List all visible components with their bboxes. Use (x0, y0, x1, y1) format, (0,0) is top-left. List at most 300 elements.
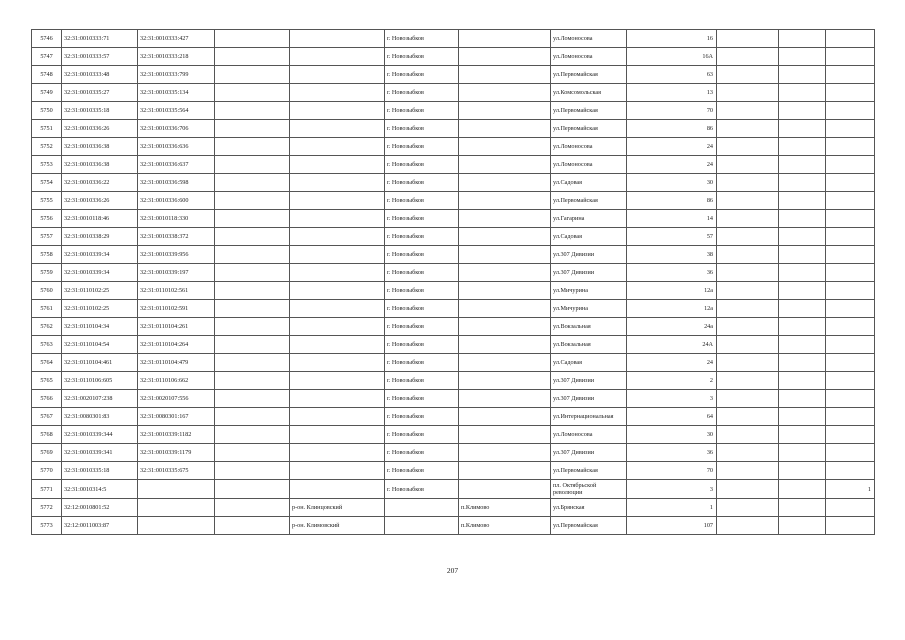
parcel-cadastral-number: 32:31:0010118:46 (62, 210, 138, 228)
row-number: 5747 (32, 48, 62, 66)
apartment-cell (826, 84, 875, 102)
empty-cell (215, 210, 290, 228)
street-cell: ул.Первомайская (551, 66, 627, 84)
house-number-cell: 1 (627, 499, 717, 517)
parcel-cadastral-number: 32:31:0010335:27 (62, 84, 138, 102)
parcel-cadastral-number: 32:31:0010336:38 (62, 138, 138, 156)
apartment-cell (826, 264, 875, 282)
table-body (32, 30, 875, 535)
street-cell: ул.Садовая (551, 354, 627, 372)
house-number-cell: 12а (627, 300, 717, 318)
street-cell: ул.Садовая (551, 174, 627, 192)
empty-cell (779, 517, 826, 535)
table-row (32, 426, 875, 444)
row-number: 5757 (32, 228, 62, 246)
empty-cell (779, 228, 826, 246)
table-row (32, 390, 875, 408)
parcel-cadastral-number: 32:31:0110104:54 (62, 336, 138, 354)
empty-cell (215, 354, 290, 372)
empty-cell (779, 156, 826, 174)
parcel-cadastral-number: 32:31:0110106:605 (62, 372, 138, 390)
empty-cell (215, 408, 290, 426)
empty-cell (717, 102, 779, 120)
table-row (32, 156, 875, 174)
street-cell: ул.Вокзальная (551, 318, 627, 336)
street-cell: ул.Садовая (551, 228, 627, 246)
building-cadastral-number: 32:31:0010336:706 (138, 120, 215, 138)
house-number-cell: 12а (627, 282, 717, 300)
page-number: 207 (446, 566, 459, 575)
house-number-cell: 36 (627, 444, 717, 462)
table-row (32, 480, 875, 499)
table-row (32, 462, 875, 480)
parcel-cadastral-number: 32:31:0020107:238 (62, 390, 138, 408)
city-cell: г. Новозыбков (385, 66, 459, 84)
building-cadastral-number: 32:31:0010339:1179 (138, 444, 215, 462)
empty-cell (779, 192, 826, 210)
parcel-cadastral-number: 32:31:0110104:461 (62, 354, 138, 372)
row-number: 5760 (32, 282, 62, 300)
parcel-cadastral-number: 32:31:0110102:25 (62, 300, 138, 318)
house-number-cell: 57 (627, 228, 717, 246)
empty-cell (717, 499, 779, 517)
settlement-cell (459, 480, 551, 499)
settlement-cell (459, 462, 551, 480)
empty-cell (779, 84, 826, 102)
empty-cell (215, 84, 290, 102)
street-cell: ул.Мичурина (551, 300, 627, 318)
building-cadastral-number: 32:31:0110102:561 (138, 282, 215, 300)
building-cadastral-number: 32:31:0020107:556 (138, 390, 215, 408)
street-cell: ул.Ломоносова (551, 30, 627, 48)
empty-cell (717, 210, 779, 228)
empty-cell (215, 462, 290, 480)
empty-cell (215, 120, 290, 138)
empty-cell (717, 66, 779, 84)
city-cell: г. Новозыбков (385, 246, 459, 264)
building-cadastral-number: 32:31:0010335:675 (138, 462, 215, 480)
table-row (32, 228, 875, 246)
empty-cell (717, 174, 779, 192)
apartment-cell (826, 300, 875, 318)
empty-cell (717, 138, 779, 156)
table-row (32, 444, 875, 462)
district-cell (290, 462, 385, 480)
empty-cell (215, 48, 290, 66)
district-cell (290, 372, 385, 390)
building-cadastral-number: 32:31:0010335:134 (138, 84, 215, 102)
parcel-cadastral-number: 32:31:0010339:341 (62, 444, 138, 462)
row-number: 5772 (32, 499, 62, 517)
parcel-cadastral-number: 32:31:0010314:5 (62, 480, 138, 499)
settlement-cell (459, 48, 551, 66)
empty-cell (779, 120, 826, 138)
settlement-cell (459, 444, 551, 462)
house-number-cell: 30 (627, 174, 717, 192)
building-cadastral-number: 32:31:0010335:564 (138, 102, 215, 120)
table-row (32, 246, 875, 264)
house-number-cell: 38 (627, 246, 717, 264)
empty-cell (717, 408, 779, 426)
city-cell: г. Новозыбков (385, 336, 459, 354)
empty-cell (215, 517, 290, 535)
apartment-cell (826, 156, 875, 174)
empty-cell (215, 390, 290, 408)
district-cell (290, 264, 385, 282)
city-cell: г. Новозыбков (385, 462, 459, 480)
street-cell: ул.Первомайская (551, 517, 627, 535)
parcel-cadastral-number: 32:31:0110102:25 (62, 282, 138, 300)
house-number-cell: 24 (627, 138, 717, 156)
building-cadastral-number: 32:31:0110104:264 (138, 336, 215, 354)
house-number-cell: 36 (627, 264, 717, 282)
empty-cell (215, 30, 290, 48)
city-cell: г. Новозыбков (385, 120, 459, 138)
settlement-cell (459, 102, 551, 120)
apartment-cell (826, 354, 875, 372)
empty-cell (717, 336, 779, 354)
row-number: 5773 (32, 517, 62, 535)
settlement-cell (459, 138, 551, 156)
parcel-cadastral-number: 32:31:0010333:71 (62, 30, 138, 48)
house-number-cell: 63 (627, 66, 717, 84)
empty-cell (779, 102, 826, 120)
empty-cell (717, 426, 779, 444)
district-cell (290, 282, 385, 300)
empty-cell (779, 30, 826, 48)
district-cell (290, 30, 385, 48)
building-cadastral-number: 32:31:0010339:1182 (138, 426, 215, 444)
settlement-cell (459, 426, 551, 444)
settlement-cell (459, 282, 551, 300)
city-cell: г. Новозыбков (385, 300, 459, 318)
row-number: 5750 (32, 102, 62, 120)
street-cell: ул.Интернациональная (551, 408, 627, 426)
district-cell (290, 192, 385, 210)
empty-cell (717, 228, 779, 246)
building-cadastral-number (138, 517, 215, 535)
building-cadastral-number (138, 480, 215, 499)
empty-cell (779, 480, 826, 499)
house-number-cell: 24а (627, 318, 717, 336)
empty-cell (717, 517, 779, 535)
parcel-cadastral-number: 32:12:0011003:87 (62, 517, 138, 535)
table-row (32, 354, 875, 372)
apartment-cell (826, 210, 875, 228)
empty-cell (717, 156, 779, 174)
row-number: 5749 (32, 84, 62, 102)
empty-cell (215, 66, 290, 84)
street-cell: ул.Ломоносова (551, 426, 627, 444)
street-cell: ул.Первомайская (551, 120, 627, 138)
apartment-cell (826, 228, 875, 246)
city-cell: г. Новозыбков (385, 30, 459, 48)
parcel-cadastral-number: 32:31:0010336:26 (62, 120, 138, 138)
building-cadastral-number: 32:31:0010333:218 (138, 48, 215, 66)
apartment-cell (826, 66, 875, 84)
street-cell: ул.307 Дивизии (551, 264, 627, 282)
house-number-cell: 70 (627, 102, 717, 120)
empty-cell (779, 390, 826, 408)
row-number: 5754 (32, 174, 62, 192)
district-cell (290, 354, 385, 372)
apartment-cell (826, 138, 875, 156)
apartment-cell (826, 499, 875, 517)
empty-cell (779, 408, 826, 426)
settlement-cell (459, 84, 551, 102)
parcel-cadastral-number: 32:31:0080301:83 (62, 408, 138, 426)
district-cell: р-он. Клинцовский (290, 499, 385, 517)
apartment-cell (826, 372, 875, 390)
row-number: 5769 (32, 444, 62, 462)
city-cell: г. Новозыбков (385, 264, 459, 282)
building-cadastral-number: 32:31:0010336:600 (138, 192, 215, 210)
empty-cell (215, 246, 290, 264)
street-cell: ул.307 Дивизии (551, 246, 627, 264)
apartment-cell (826, 336, 875, 354)
row-number: 5770 (32, 462, 62, 480)
settlement-cell (459, 228, 551, 246)
parcel-cadastral-number: 32:31:0010339:34 (62, 264, 138, 282)
street-cell: ул.Ломоносова (551, 156, 627, 174)
street-cell: ул.Комсомольская (551, 84, 627, 102)
settlement-cell (459, 156, 551, 174)
settlement-cell (459, 390, 551, 408)
city-cell: г. Новозыбков (385, 210, 459, 228)
table-row (32, 210, 875, 228)
city-cell: г. Новозыбков (385, 444, 459, 462)
settlement-cell (459, 120, 551, 138)
empty-cell (779, 264, 826, 282)
empty-cell (779, 138, 826, 156)
apartment-cell (826, 408, 875, 426)
settlement-cell (459, 210, 551, 228)
row-number: 5767 (32, 408, 62, 426)
building-cadastral-number: 32:31:0080301:167 (138, 408, 215, 426)
row-number: 5746 (32, 30, 62, 48)
house-number-cell: 24 (627, 354, 717, 372)
parcel-cadastral-number: 32:31:0010336:26 (62, 192, 138, 210)
row-number: 5758 (32, 246, 62, 264)
apartment-cell (826, 282, 875, 300)
empty-cell (717, 30, 779, 48)
row-number: 5771 (32, 480, 62, 499)
building-cadastral-number: 32:31:0010336:636 (138, 138, 215, 156)
row-number: 5763 (32, 336, 62, 354)
building-cadastral-number: 32:31:0010339:956 (138, 246, 215, 264)
row-number: 5762 (32, 318, 62, 336)
empty-cell (215, 156, 290, 174)
house-number-cell: 64 (627, 408, 717, 426)
table-row (32, 174, 875, 192)
row-number: 5768 (32, 426, 62, 444)
settlement-cell (459, 372, 551, 390)
empty-cell (717, 264, 779, 282)
table-row (32, 336, 875, 354)
city-cell (385, 499, 459, 517)
parcel-cadastral-number: 32:31:0010339:34 (62, 246, 138, 264)
house-number-cell: 24А (627, 336, 717, 354)
apartment-cell: 1 (826, 480, 875, 499)
registry-sheet (31, 29, 874, 535)
building-cadastral-number: 32:31:0010336:598 (138, 174, 215, 192)
building-cadastral-number: 32:31:0110102:591 (138, 300, 215, 318)
parcel-cadastral-number: 32:31:0010335:18 (62, 462, 138, 480)
empty-cell (717, 282, 779, 300)
street-cell: ул.307 Дивизии (551, 444, 627, 462)
district-cell (290, 228, 385, 246)
house-number-cell: 86 (627, 120, 717, 138)
empty-cell (779, 426, 826, 444)
parcel-cadastral-number: 32:12:0010801:52 (62, 499, 138, 517)
city-cell: г. Новозыбков (385, 156, 459, 174)
building-cadastral-number: 32:31:0110104:479 (138, 354, 215, 372)
city-cell: г. Новозыбков (385, 174, 459, 192)
empty-cell (215, 192, 290, 210)
table-row (32, 48, 875, 66)
city-cell: г. Новозыбков (385, 318, 459, 336)
apartment-cell (826, 246, 875, 264)
street-cell: ул.Первомайская (551, 192, 627, 210)
empty-cell (779, 66, 826, 84)
empty-cell (215, 228, 290, 246)
street-cell: ул.Брянская (551, 499, 627, 517)
house-number-cell: 16А (627, 48, 717, 66)
street-cell: пл. Октябрьской революции (551, 480, 627, 499)
apartment-cell (826, 120, 875, 138)
table-row (32, 120, 875, 138)
empty-cell (717, 462, 779, 480)
house-number-cell: 3 (627, 480, 717, 499)
building-cadastral-number (138, 499, 215, 517)
table-row (32, 517, 875, 535)
district-cell: р-он. Климовский (290, 517, 385, 535)
district-cell (290, 48, 385, 66)
district-cell (290, 138, 385, 156)
city-cell: г. Новозыбков (385, 48, 459, 66)
empty-cell (215, 336, 290, 354)
empty-cell (717, 444, 779, 462)
city-cell: г. Новозыбков (385, 228, 459, 246)
apartment-cell (826, 444, 875, 462)
empty-cell (717, 300, 779, 318)
building-cadastral-number: 32:31:0010336:637 (138, 156, 215, 174)
district-cell (290, 210, 385, 228)
row-number: 5756 (32, 210, 62, 228)
street-cell: ул.Ломоносова (551, 138, 627, 156)
building-cadastral-number: 32:31:0010118:330 (138, 210, 215, 228)
empty-cell (779, 354, 826, 372)
city-cell: г. Новозыбков (385, 480, 459, 499)
city-cell: г. Новозыбков (385, 282, 459, 300)
empty-cell (215, 318, 290, 336)
city-cell (385, 517, 459, 535)
street-cell: ул.Первомайская (551, 462, 627, 480)
table-row (32, 84, 875, 102)
settlement-cell: п.Климово (459, 499, 551, 517)
street-cell: ул.Мичурина (551, 282, 627, 300)
district-cell (290, 480, 385, 499)
table-row (32, 30, 875, 48)
empty-cell (215, 282, 290, 300)
city-cell: г. Новозыбков (385, 390, 459, 408)
parcel-cadastral-number: 32:31:0010333:48 (62, 66, 138, 84)
empty-cell (779, 372, 826, 390)
settlement-cell (459, 336, 551, 354)
empty-cell (779, 210, 826, 228)
house-number-cell: 3 (627, 390, 717, 408)
apartment-cell (826, 30, 875, 48)
row-number: 5752 (32, 138, 62, 156)
empty-cell (779, 336, 826, 354)
row-number: 5748 (32, 66, 62, 84)
parcel-cadastral-number: 32:31:0010335:18 (62, 102, 138, 120)
row-number: 5753 (32, 156, 62, 174)
settlement-cell (459, 246, 551, 264)
apartment-cell (826, 517, 875, 535)
district-cell (290, 174, 385, 192)
district-cell (290, 84, 385, 102)
house-number-cell: 24 (627, 156, 717, 174)
house-number-cell: 30 (627, 426, 717, 444)
row-number: 5755 (32, 192, 62, 210)
table-row (32, 138, 875, 156)
settlement-cell (459, 408, 551, 426)
parcel-cadastral-number: 32:31:0010336:38 (62, 156, 138, 174)
apartment-cell (826, 174, 875, 192)
apartment-cell (826, 390, 875, 408)
settlement-cell (459, 30, 551, 48)
empty-cell (215, 264, 290, 282)
city-cell: г. Новозыбков (385, 84, 459, 102)
empty-cell (215, 138, 290, 156)
table-row (32, 66, 875, 84)
empty-cell (215, 444, 290, 462)
table-row (32, 102, 875, 120)
apartment-cell (826, 192, 875, 210)
district-cell (290, 120, 385, 138)
city-cell: г. Новозыбков (385, 372, 459, 390)
street-cell: ул.307 Дивизии (551, 390, 627, 408)
settlement-cell (459, 192, 551, 210)
district-cell (290, 300, 385, 318)
empty-cell (717, 480, 779, 499)
empty-cell (215, 102, 290, 120)
house-number-cell: 16 (627, 30, 717, 48)
parcel-cadastral-number: 32:31:0010333:57 (62, 48, 138, 66)
empty-cell (717, 372, 779, 390)
property-registry-table (31, 29, 875, 535)
house-number-cell: 70 (627, 462, 717, 480)
settlement-cell: п.Климово (459, 517, 551, 535)
empty-cell (779, 318, 826, 336)
empty-cell (215, 300, 290, 318)
settlement-cell (459, 318, 551, 336)
parcel-cadastral-number: 32:31:0010338:29 (62, 228, 138, 246)
city-cell: г. Новозыбков (385, 426, 459, 444)
district-cell (290, 318, 385, 336)
empty-cell (779, 48, 826, 66)
empty-cell (779, 246, 826, 264)
building-cadastral-number: 32:31:0110104:261 (138, 318, 215, 336)
empty-cell (779, 499, 826, 517)
apartment-cell (826, 462, 875, 480)
district-cell (290, 390, 385, 408)
settlement-cell (459, 354, 551, 372)
city-cell: г. Новозыбков (385, 408, 459, 426)
district-cell (290, 102, 385, 120)
row-number: 5751 (32, 120, 62, 138)
